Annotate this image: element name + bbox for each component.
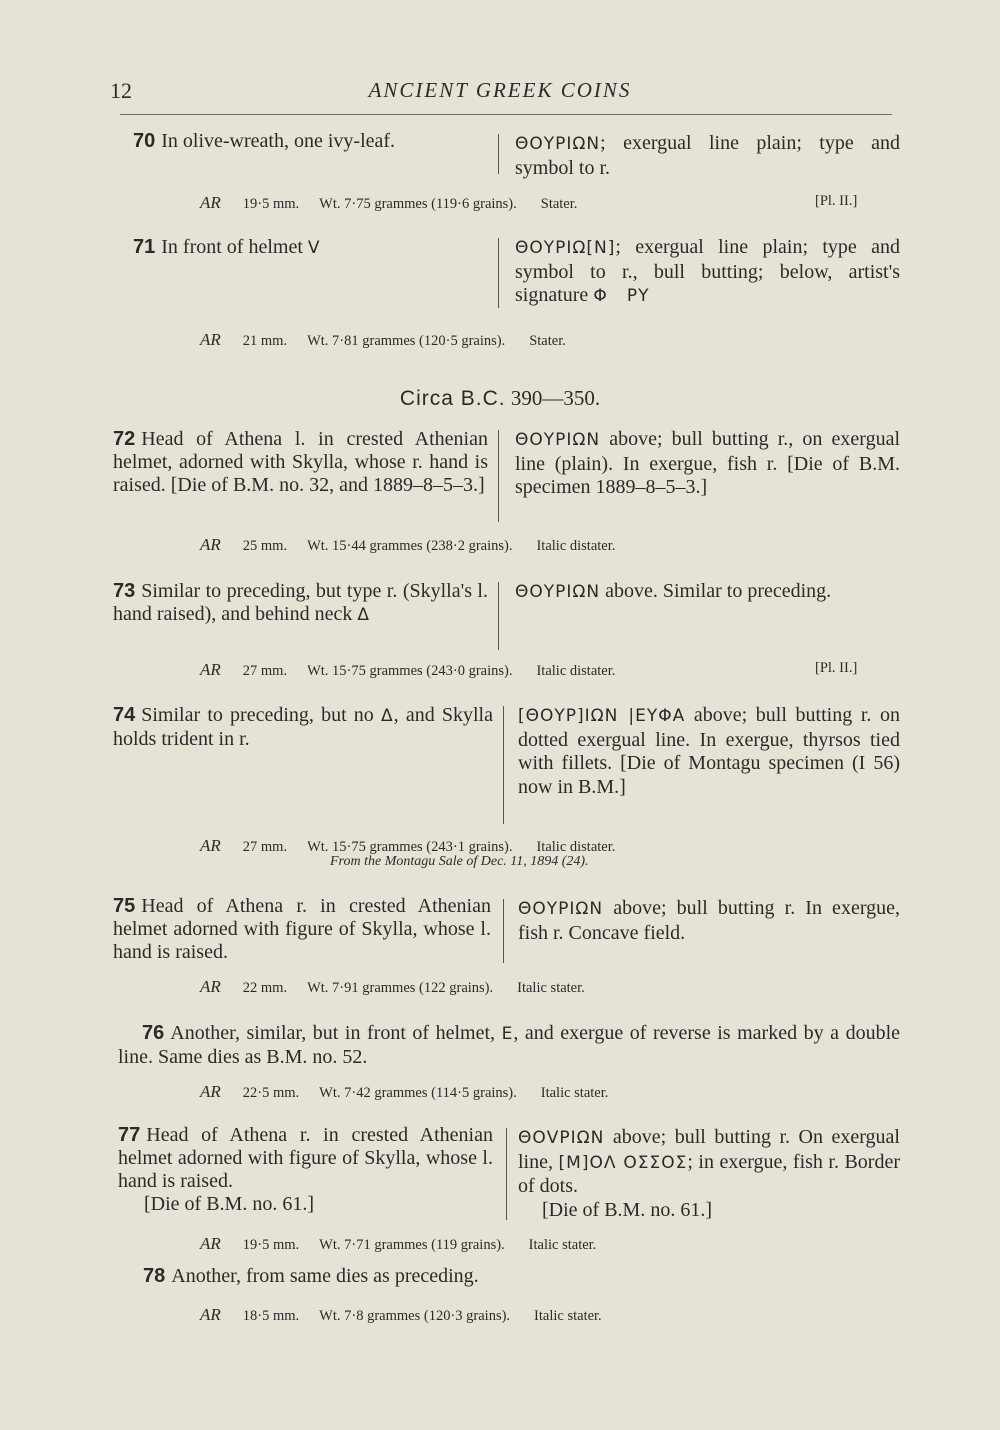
reverse-description — [515, 580, 900, 605]
reverse-text: ; exergual line plain; type and symbol to r. — [515, 132, 900, 179]
coin-metadata — [200, 836, 615, 856]
reverse-legend: ΘΟΥΡΙΩΝ — [515, 134, 601, 154]
weight: Wt. 7·75 grammes (119·6 grains). — [319, 196, 517, 212]
obverse-text: Similar to preceding, but type r. (Skylla's l. hand raised), and behind neck — [113, 580, 488, 625]
obverse-text-cont: , and Skylla holds trident in r. — [113, 704, 493, 750]
entry-description — [118, 1022, 900, 1069]
obverse-symbol: Δ — [357, 605, 370, 625]
diameter: 18·5 mm. — [242, 1308, 300, 1324]
diameter: 19·5 mm. — [242, 1237, 300, 1253]
reverse-description — [518, 1126, 900, 1222]
coin-metadata — [200, 535, 615, 555]
diameter: 25 mm. — [242, 538, 288, 554]
heading-years: 390—350. — [510, 386, 601, 410]
reverse-description — [518, 704, 900, 799]
reverse-description — [518, 897, 900, 945]
obverse-description — [113, 428, 488, 497]
coin-metadata — [200, 193, 577, 213]
denomination: Stater. — [529, 333, 566, 349]
reverse-text: above; bull butting r. on dotted exergual line. In exergue, thyrsos tied with fillets. [Die of Montagu specimen (I 56) now in B.M.] — [518, 704, 900, 798]
entry-text: Another, similar, but in front of helmet, — [170, 1022, 496, 1044]
reverse-text: above; bull butting r. On exergual line, — [518, 1126, 900, 1173]
coin-metadata — [200, 1082, 608, 1102]
entry-number: 71 — [133, 236, 156, 258]
entry-text-cont: , and exergue of reverse is marked by a double line. Same dies as B.M. no. 52. — [118, 1022, 901, 1068]
denomination: Italic distater. — [536, 538, 616, 554]
coin-metadata — [200, 977, 585, 997]
column-divider — [498, 430, 499, 522]
diameter: 21 mm. — [242, 333, 288, 349]
denomination: Stater. — [540, 196, 578, 212]
diameter: 22·5 mm. — [242, 1085, 300, 1101]
obverse-text: In front of helmet — [161, 236, 303, 258]
running-title: ANCIENT GREEK COINS — [368, 78, 632, 102]
coin-metadata — [200, 660, 615, 680]
metal-symbol: AR — [200, 193, 221, 212]
running-head — [110, 78, 890, 108]
weight: Wt. 7·81 grammes (120·5 grains). — [307, 333, 506, 349]
metal-symbol: AR — [200, 836, 221, 855]
coin-metadata — [200, 330, 566, 350]
column-divider — [506, 1128, 507, 1220]
metal-symbol: AR — [200, 330, 221, 349]
weight: Wt. 7·8 grammes (120·3 grains). — [319, 1308, 511, 1324]
entry-number: 75 — [113, 895, 136, 917]
obverse-symbol: Δ — [381, 706, 394, 726]
metal-symbol: AR — [200, 1305, 221, 1324]
metal-symbol: AR — [200, 1234, 221, 1253]
reverse-text-cont: ; in exergue, fish r. Border of dots. — [518, 1150, 901, 1197]
die-reference: [Die of B.M. no. 61.] — [144, 1193, 314, 1215]
column-divider — [498, 238, 499, 308]
weight: Wt. 7·71 grammes (119 grains). — [319, 1237, 505, 1253]
field-symbol: Ε — [501, 1024, 514, 1044]
obverse-description — [133, 130, 483, 153]
obverse-description — [113, 895, 491, 964]
reverse-text: ; exergual line plain; type and symbol to r., bull butting; below, artist's signature — [515, 236, 900, 306]
metal-symbol: AR — [200, 977, 221, 996]
reverse-legend: [ΘΟΥΡ]ΙΩΝ |ΕΥΦΑ — [518, 706, 686, 726]
reverse-description — [515, 132, 900, 180]
heading-prefix: Circa B.C. — [399, 387, 506, 410]
obverse-description — [133, 236, 483, 260]
obverse-text: Head of Athena r. in crested Athenian helmet adorned with figure of Skylla, whose l. hand is raised. — [118, 1124, 493, 1192]
column-divider — [498, 134, 499, 174]
denomination: Italic distater. — [536, 839, 616, 855]
weight: Wt. 15·75 grammes (243·1 grains). — [307, 839, 513, 855]
column-divider — [498, 582, 499, 650]
denomination: Italic stater. — [517, 980, 585, 996]
provenance-note: From the Montagu Sale of Dec. 11, 1894 (24). — [330, 854, 589, 869]
header-rule — [120, 114, 892, 115]
reverse-legend: ΘΟVΡΙΩΝ — [518, 1128, 605, 1148]
diameter: 27 mm. — [242, 839, 288, 855]
reverse-description — [515, 236, 900, 309]
metal-symbol: AR — [200, 535, 221, 554]
die-reference: [Die of B.M. no. 61.] — [542, 1198, 712, 1221]
obverse-symbol: V — [307, 238, 321, 258]
column-divider — [503, 899, 504, 963]
obverse-text: Head of Athena r. in crested Athenian helmet adorned with figure of Skylla, whose l. hand is raised. — [113, 895, 491, 963]
artist-signature: Φ ΡΥ — [593, 286, 650, 306]
denomination: Italic stater. — [534, 1308, 602, 1324]
reverse-legend: ΘΟΥΡΙΩ[Ν] — [515, 238, 616, 258]
obverse-text: Head of Athena l. in crested Athenian helmet, adorned with Skylla, whose r. hand is raised. [Die of B.M. no. 32, and 1889–8–5–3.] — [113, 428, 488, 496]
entry-number: 76 — [142, 1022, 165, 1044]
weight: Wt. 15·75 grammes (243·0 grains). — [307, 663, 513, 679]
reverse-legend: ΘΟΥΡΙΩΝ — [515, 430, 601, 450]
reverse-legend: ΘΟΥΡΙΩΝ — [515, 582, 601, 602]
obverse-description — [113, 580, 488, 627]
column-divider — [503, 706, 504, 824]
denomination: Italic distater. — [536, 663, 616, 679]
plate-reference: [Pl. II.] — [815, 193, 858, 209]
obverse-description — [113, 704, 493, 751]
coin-metadata — [200, 1234, 596, 1254]
reverse-legend: ΘΟΥΡΙΩΝ — [518, 899, 604, 919]
reverse-description — [515, 428, 900, 500]
obverse-description — [118, 1124, 493, 1216]
diameter: 19·5 mm. — [242, 196, 300, 212]
exergual-legend: [Μ]ΟΛ ΟΣΣΟΣ — [558, 1152, 688, 1173]
entry-number: 72 — [113, 428, 136, 450]
entry-text: Another, from same dies as preceding. — [171, 1265, 479, 1287]
entry-number: 73 — [113, 580, 136, 602]
weight: Wt. 7·42 grammes (114·5 grains). — [319, 1085, 517, 1101]
denomination: Italic stater. — [528, 1237, 597, 1253]
reverse-text: above. Similar to preceding. — [600, 580, 832, 602]
metal-symbol: AR — [200, 660, 221, 679]
reverse-text: above; bull butting r., on exergual line (plain). In exergue, fish r. [Die of B.M. specimen 1889–8–5–3.] — [515, 428, 900, 498]
denomination: Italic stater. — [540, 1085, 609, 1101]
obverse-text: In olive-wreath, one ivy-leaf. — [161, 130, 396, 152]
entry-number: 74 — [113, 704, 136, 726]
reverse-text: above; bull butting r. In exergue, fish r. Concave field. — [518, 897, 900, 944]
section-heading — [0, 386, 1000, 411]
plate-reference: [Pl. II.] — [815, 660, 858, 676]
page-number: 12 — [110, 78, 132, 103]
weight: Wt. 7·91 grammes (122 grains). — [307, 980, 494, 996]
entry-description — [143, 1265, 743, 1288]
entry-number: 70 — [133, 130, 156, 152]
entry-number: 78 — [143, 1265, 166, 1287]
entry-number: 77 — [118, 1124, 141, 1146]
weight: Wt. 15·44 grammes (238·2 grains). — [307, 538, 513, 554]
coin-metadata — [200, 1305, 602, 1325]
diameter: 27 mm. — [242, 663, 288, 679]
diameter: 22 mm. — [242, 980, 288, 996]
obverse-text: Similar to preceding, but no — [141, 704, 374, 726]
metal-symbol: AR — [200, 1082, 221, 1101]
